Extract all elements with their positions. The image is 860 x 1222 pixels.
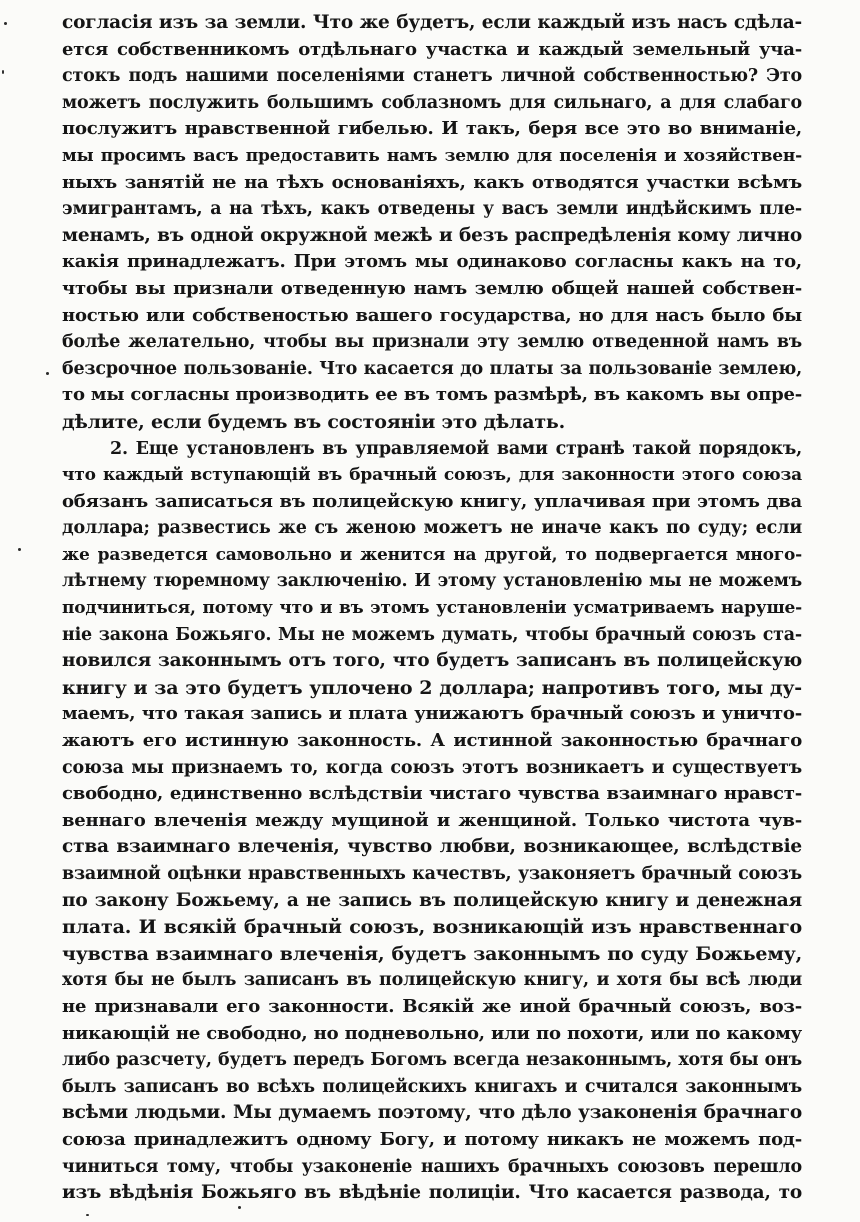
document-body bbox=[62, 10, 802, 1207]
text-line: ныхъ занятій не на тѣхъ основаніяхъ, какъ отводятся участки всѣмъ bbox=[62, 171, 802, 193]
text-line: безсрочное пользованіе. Что касается до платы за пользованіе землею, bbox=[62, 358, 802, 379]
text-line: былъ записанъ во всѣхъ полицейскихъ книгахъ и считался законнымъ bbox=[62, 1076, 802, 1097]
text-line: ностью или собственостью вашего государства, но для насъ было бы bbox=[62, 304, 802, 326]
text-line: подчиниться, потому что и въ этомъ установленіи усматриваемъ наруше- bbox=[62, 598, 802, 619]
text-line: менамъ, въ одной окружной межѣ и безъ распредѣленія кому лично bbox=[62, 224, 802, 246]
text-line: стокъ подъ нашими поселеніями станетъ личной собственностью? Это bbox=[62, 66, 802, 87]
scan-speck bbox=[2, 70, 4, 74]
text-line: лѣтнему тюремному заключенію. И этому установленію мы не можемъ bbox=[62, 571, 802, 592]
text-line: веннаго влеченія между мущиной и женщиной. Только чистота чув- bbox=[62, 809, 802, 831]
scan-speck bbox=[4, 22, 7, 25]
text-line: то мы согласны производить ее въ томъ размѣрѣ, въ какомъ вы опре- bbox=[62, 384, 802, 406]
text-line: согласія изъ за земли. Что же будетъ, если каждый изъ насъ сдѣла- bbox=[62, 12, 802, 33]
text-line: же разведется самовольно и женится на другой, то подвергается много- bbox=[62, 544, 802, 565]
paragraph-2 bbox=[62, 436, 802, 1207]
text-line: новился законнымъ отъ того, что будетъ записанъ въ полицейскую bbox=[62, 650, 802, 672]
text-line: не признавали его законности. Всякій же иной брачный союзъ, воз- bbox=[62, 995, 802, 1017]
text-line: болѣе желательно, чтобы вы признали эту землю отведенной намъ въ bbox=[62, 332, 802, 353]
paragraph-1 bbox=[62, 10, 802, 436]
text-line: ніе закона Божьяго. Мы не можемъ думать, чтобы брачный союзъ ста- bbox=[62, 624, 802, 645]
text-line: ства взаимнаго влеченія, чувство любви, возникающее, вслѣдствіе bbox=[62, 836, 802, 858]
text-line: маемъ, что такая запись и плата унижаютъ брачный союзъ и уничто- bbox=[62, 703, 802, 725]
text-line: книгу и за это будетъ уплочено 2 доллара; напротивъ того, мы ду- bbox=[62, 676, 802, 699]
text-line: плата. И всякій брачный союзъ, возникающій изъ нравственнаго bbox=[62, 916, 802, 939]
text-line: какія принадлежатъ. При этомъ мы одинаково согласны какъ на то, bbox=[62, 251, 802, 273]
text-line: союза принадлежитъ одному Богу, и потому никакъ не можемъ под- bbox=[62, 1128, 802, 1150]
text-line: доллара; развестись же съ женою можетъ не иначе какъ по суду; если bbox=[62, 518, 802, 539]
text-line: взаимной оцѣнки нравственныхъ качествъ, узаконяетъ брачный союзъ bbox=[62, 864, 802, 884]
scan-speck bbox=[86, 1214, 89, 1216]
text-line: обязанъ записаться въ полицейскую книгу, уплачивая при этомъ два bbox=[62, 490, 802, 512]
text-line: послужитъ нравственной гибелью. И такъ, беря все это во вниманіе, bbox=[62, 118, 802, 140]
text-line: что каждый вступающій въ брачный союзъ, для законности этого союза bbox=[62, 465, 802, 486]
text-line: свободно, единственно вслѣдствіи чистаго чувства взаимнаго нравст- bbox=[62, 783, 802, 805]
text-line: можетъ послужить большимъ соблазномъ для сильнаго, а для слабаго bbox=[62, 92, 802, 113]
text-line: чувства взаимнаго влеченія, будетъ законнымъ по суду Божьему, bbox=[62, 942, 802, 965]
scan-speck bbox=[18, 548, 21, 551]
text-line: ется собственникомъ отдѣльнаго участка и каждый земельный уча- bbox=[62, 38, 802, 60]
text-line: хотя бы не былъ записанъ въ полицейскую книгу, и хотя бы всѣ люди bbox=[62, 970, 802, 991]
text-line: никающій не свободно, но подневольно, или по похоти, или по какому bbox=[62, 1022, 802, 1044]
text-line: чиниться тому, чтобы узаконеніе нашихъ брачныхъ союзовъ перешло bbox=[62, 1156, 802, 1177]
text-line: всѣми людьми. Мы думаемъ поэтому, что дѣло узаконенія брачнаго bbox=[62, 1102, 802, 1124]
text-line: союза мы признаемъ то, когда союзъ этотъ возникаетъ и существуетъ bbox=[62, 757, 802, 778]
text-line: эмигрантамъ, а на тѣхъ, какъ отведены у васъ земли индѣйскимъ пле- bbox=[62, 199, 802, 220]
text-line: изъ вѣдѣнія Божьяго въ вѣдѣніе полиціи. Что касается развода, то bbox=[62, 1182, 802, 1204]
text-line: либо разсчету, будетъ передъ Богомъ всегда незаконнымъ, хотя бы онъ bbox=[62, 1050, 802, 1071]
text-line: чтобы вы признали отведенную намъ землю общей нашей собствен- bbox=[62, 277, 802, 299]
scan-speck bbox=[46, 372, 49, 375]
text-line: по закону Божьему, а не запись въ полицейскую книгу и денежная bbox=[62, 889, 802, 911]
text-line: 2. Еще установленъ въ управляемой вами странѣ такой порядокъ, bbox=[110, 438, 802, 459]
text-line: дѣлите, если будемъ въ состояніи это дѣлать. bbox=[62, 410, 566, 433]
text-line: жаютъ его истинную законность. А истинной законностью брачнаго bbox=[62, 730, 802, 752]
text-line: мы просимъ васъ предоставить намъ землю для поселенія и хозяйствен- bbox=[62, 145, 802, 166]
